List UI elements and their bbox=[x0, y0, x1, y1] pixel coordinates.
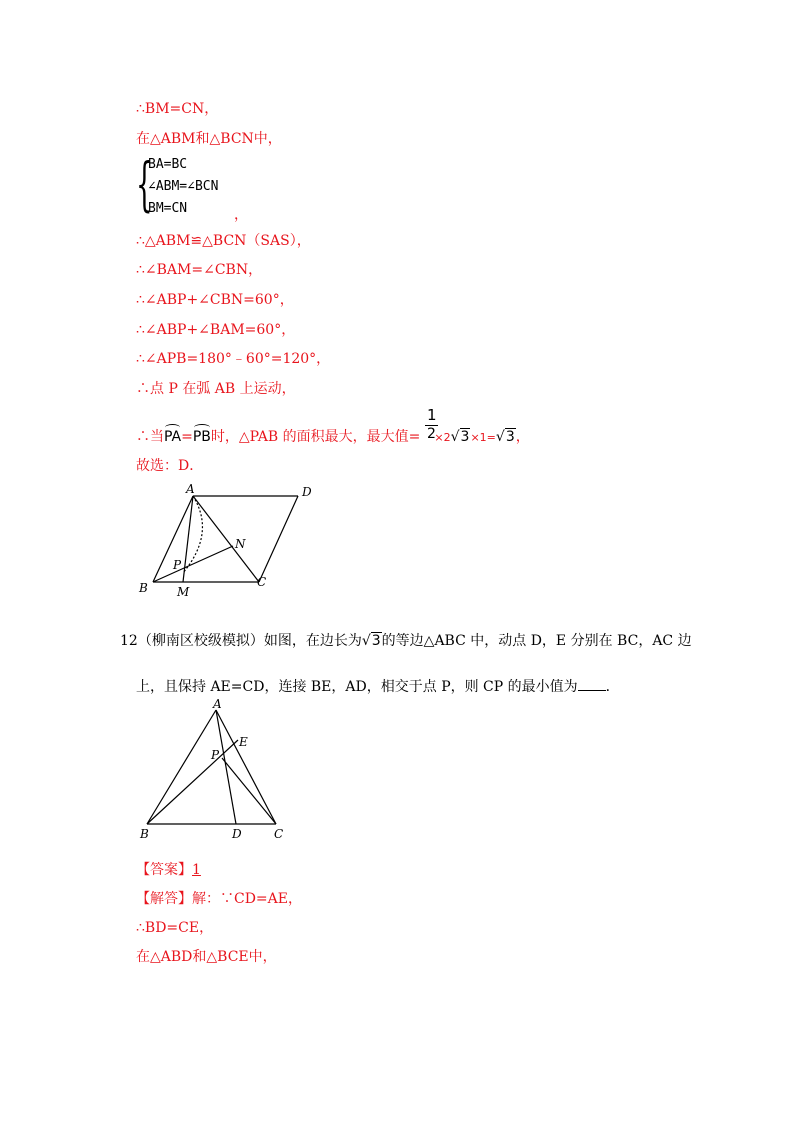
fig1-label-b: B bbox=[139, 581, 148, 595]
fig2-label-c: C bbox=[274, 827, 284, 841]
analysis-line-1: 【解答】解：∵CD=AE， bbox=[136, 891, 302, 907]
solution-line-7: ∴∠ABP+∠BAM=60°， bbox=[136, 322, 296, 338]
fraction-numerator: 1 bbox=[427, 406, 437, 424]
solution-line-8: ∴∠APB=180°﹣60°=120°， bbox=[136, 351, 331, 367]
solution-line-11: 故选：D． bbox=[136, 458, 204, 474]
system-row-1: BA=BC bbox=[148, 157, 188, 172]
system-row-3: BM=CN bbox=[148, 201, 188, 216]
solution-line-2: 在△ABM和△BCN中， bbox=[136, 131, 282, 147]
fig1-label-c: C bbox=[257, 575, 267, 589]
analysis-line-3: 在△ABD和△BCE中， bbox=[136, 949, 277, 965]
fig2-label-b: B bbox=[140, 827, 149, 841]
question-12-line-1: 12（柳南区校级模拟）如图，在边长为√3的等边△ABC 中，动点 D，E 分别在 BC，AC 边 bbox=[120, 633, 692, 649]
fraction-denominator: 2 bbox=[427, 426, 436, 442]
solution-line-4: ∴△ABM≌△BCN（SAS）， bbox=[136, 233, 311, 249]
fraction-half bbox=[425, 406, 439, 442]
system-row-2: ∠ABM=∠BCN bbox=[148, 179, 219, 194]
figure-triangle bbox=[130, 696, 300, 846]
brace-symbol: { bbox=[136, 150, 153, 218]
solution-line-6: ∴∠ABP+∠CBN=60°， bbox=[136, 292, 294, 308]
question-12-line-2: 上，且保持 AE=CD，连接 BE，AD，相交于点 P，则 CP 的最小值为 ． bbox=[136, 676, 620, 696]
answer-label: 【答案】 bbox=[136, 862, 192, 878]
fig1-label-n: N bbox=[235, 537, 246, 551]
answer-line bbox=[136, 861, 201, 879]
sqrt-3-q12: √3 bbox=[361, 633, 381, 649]
system-comma: ， bbox=[234, 207, 248, 223]
sqrt-3-a: √3 bbox=[450, 429, 470, 445]
fig1-label-p: P bbox=[173, 558, 182, 572]
sqrt-3-b: √3 bbox=[495, 429, 515, 445]
fig2-label-p: P bbox=[211, 748, 220, 762]
fig2-label-a: A bbox=[213, 697, 222, 711]
fig1-label-m: M bbox=[177, 585, 190, 599]
arc-pa: PA bbox=[164, 424, 181, 446]
solution-line-5: ∴∠BAM=∠CBN， bbox=[136, 262, 263, 278]
analysis-line-2: ∴BD=CE， bbox=[136, 920, 214, 936]
solution-line-1: ∴BM=CN， bbox=[136, 101, 219, 117]
solution-line-9: ∴点 P 在弧 AB 上运动， bbox=[136, 381, 296, 397]
arc-pb: PB bbox=[193, 424, 211, 446]
figure-rhombus bbox=[130, 478, 330, 604]
answer-blank bbox=[578, 676, 606, 691]
fig1-label-d: D bbox=[302, 485, 312, 499]
analysis-label: 【解答】 bbox=[136, 891, 192, 907]
fig2-label-d: D bbox=[232, 827, 242, 841]
answer-value: 1 bbox=[192, 862, 201, 878]
fig1-label-a: A bbox=[186, 482, 195, 496]
solution-line-10: ∴当PA=PB时，△PAB 的面积最大，最大值= ×2√3×1=√3， bbox=[136, 424, 530, 447]
fig2-label-e: E bbox=[239, 735, 248, 749]
